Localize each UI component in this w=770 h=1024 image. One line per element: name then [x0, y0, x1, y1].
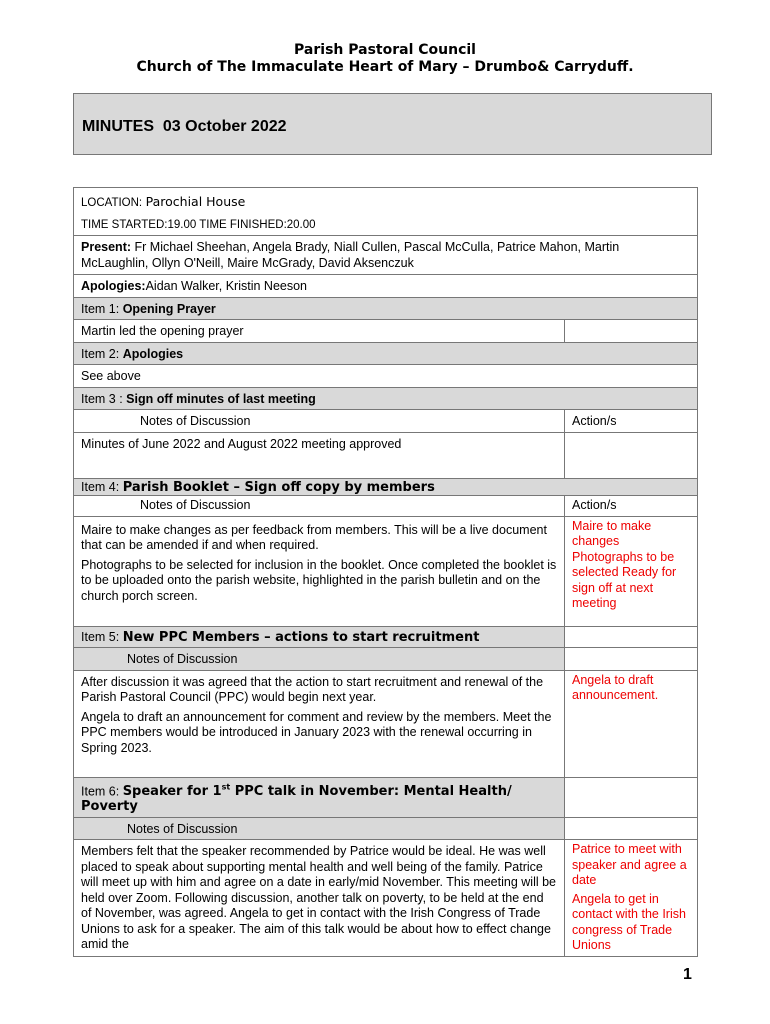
item3-prefix: Item 3 :	[81, 391, 127, 406]
item2-title: Apologies	[122, 346, 184, 361]
item5-notes-header	[74, 648, 698, 671]
item4-para2: Photographs to be selected for inclusion in the booklet. Once completed the booklet is to be uploaded onto the parish website, highlighted in the parish bulletin and on the church porch screen.	[81, 557, 557, 603]
item4-prefix: Item 4:	[81, 479, 123, 494]
item1-title: Opening Prayer	[122, 301, 216, 316]
item4-actions-label: Action/s	[565, 496, 698, 517]
council-title: Parish Pastoral Council	[294, 42, 476, 58]
minutes-banner	[73, 93, 712, 155]
item6-body	[74, 840, 698, 957]
minutes-table	[73, 187, 698, 957]
item3-title: Sign off minutes of last meeting	[126, 391, 316, 406]
item5-para2: Angela to draft an announcement for comment and review by the members. Meet the PPC members would be introduced in January 2023 with the renewal occurring in Spring 2023.	[81, 709, 552, 755]
item3-actions-label: Action/s	[565, 410, 698, 433]
church-title: Church of The Immaculate Heart of Mary – Drumbo& Carryduff.	[136, 59, 634, 75]
item3-notes-label: Notes of Discussion	[74, 410, 565, 433]
item6-notes-header	[74, 817, 698, 840]
page-number: 1	[683, 966, 692, 983]
item3-action-cell	[565, 432, 698, 478]
item5-para1: After discussion it was agreed that the action to start recruitment and renewal of the Parish Pastoral Council (PPC) would begin next year.	[81, 674, 544, 704]
item3-text: Minutes of June 2022 and August 2022 meeting approved	[74, 432, 565, 478]
item6-prefix: Item 6:	[81, 783, 123, 798]
item1-prefix: Item 1:	[81, 301, 123, 316]
item6-para1: Members felt that the speaker recommended by Patrice would be ideal. He was well placed to speak about supporting mental health and well being of the family. Patrice will meet up with him and agree on a date in early/mid November. This meeting will be held over Zoom. Following discussion, another talk on poverty, to be held at the end of November, was agreed. Angela to get in contact with the Irish Congress of Trade Unions to ask for a speaker. The aim of this talk would be about how to effect change amid the	[81, 844, 556, 952]
location-value: Parochial House	[145, 194, 246, 209]
item1-header	[74, 297, 698, 320]
item6-title-sup: st	[221, 782, 231, 792]
item4-body	[74, 516, 698, 626]
item6-action1: Patrice to meet with speaker and agree a date	[572, 842, 687, 888]
item6-notes-blank	[565, 817, 698, 840]
apologies-row	[74, 275, 698, 298]
item4-notes-label: Notes of Discussion	[74, 496, 565, 517]
item6-title-b: PPC talk in November: Mental Health/ Poverty	[81, 783, 512, 815]
item5-title: New PPC Members – actions to start recruitment	[122, 629, 480, 645]
item2-body	[74, 365, 698, 388]
item5-prefix: Item 5:	[81, 629, 123, 644]
item5-body	[74, 670, 698, 777]
item5-notes-label: Notes of Discussion	[74, 648, 565, 671]
item4-para1: Maire to make changes as per feedback from members. This will be a live document that can be amended if and when required.	[81, 522, 547, 552]
item4-title: Parish Booklet – Sign off copy by members	[122, 479, 435, 495]
item5-actions: Angela to draft announcement.	[565, 670, 698, 777]
item4-header	[74, 478, 698, 496]
item6-header	[74, 777, 698, 817]
item6-action2: Angela to get in contact with the Irish congress of Trade Unions	[572, 891, 686, 953]
apologies-label: Apologies:	[81, 279, 146, 293]
item3-notes-header	[74, 410, 698, 433]
item6-header-blank	[565, 777, 698, 817]
item5-header	[74, 626, 698, 648]
item3-body	[74, 432, 698, 478]
apologies-value: Aidan Walker, Kristin Neeson	[145, 279, 308, 293]
item3-header	[74, 387, 698, 410]
item4-notes-header	[74, 496, 698, 517]
item1-text: Martin led the opening prayer	[74, 320, 565, 343]
location-row	[74, 188, 698, 236]
item1-body	[74, 320, 698, 343]
item2-prefix: Item 2:	[81, 346, 123, 361]
item6-title	[81, 784, 512, 815]
item5-notes-blank	[565, 648, 698, 671]
item6-title-a: Speaker for 1	[122, 783, 222, 799]
item6-notes-label: Notes of Discussion	[74, 817, 565, 840]
present-row	[74, 236, 698, 275]
item4-actions: Maire to make changes Photographs to be selected Ready for sign off at next meeting	[565, 516, 698, 626]
present-value: Fr Michael Sheehan, Angela Brady, Niall Cullen, Pascal McCulla, Patrice Mahon, Martin McLaughlin, Ollyn O'Neill, Maire McGrady, David Aksenczuk	[81, 240, 620, 270]
item1-action-cell	[565, 320, 698, 343]
present-label: Present:	[81, 240, 132, 254]
item2-text: See above	[74, 365, 698, 388]
item2-header	[74, 342, 698, 365]
location-label: LOCATION:	[81, 197, 143, 209]
item5-header-blank	[565, 626, 698, 648]
location-line	[81, 194, 690, 212]
minutes-title: MINUTES 03 October 2022	[82, 118, 287, 135]
time-line: TIME STARTED:19.00 TIME FINISHED:20.00	[81, 218, 316, 231]
